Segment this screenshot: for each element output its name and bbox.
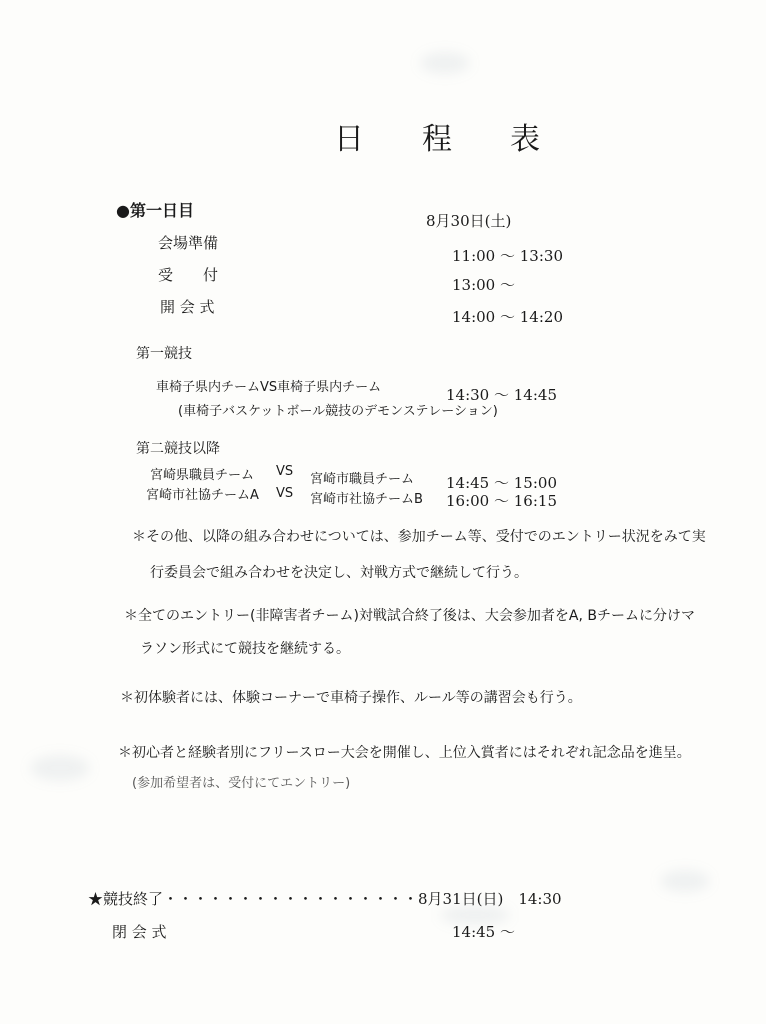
day1-date: 8月30日(土) [426, 212, 512, 230]
event-end-line: ★競技終了・・・・・・・・・・・・・・・・・8月31日(日) 14:30 [88, 890, 562, 908]
note-line: ＊初心者と経験者別にフリースロー大会を開催し、上位入賞者にはそれぞれ記念品を進呈。 [118, 745, 691, 761]
match-team-a: 宮崎市社協チームA [146, 488, 259, 503]
note-line: ラソン形式にて競技を継続する。 [140, 641, 350, 657]
note-line: (参加希望者は、受付にてエントリー) [132, 776, 351, 791]
note-line: ＊初体験者には、体験コーナーで車椅子操作、ルール等の講習会も行う。 [120, 690, 582, 706]
schedule-label: 会場準備 [158, 234, 219, 252]
schedule-label: 受 付 [158, 266, 219, 284]
match-team-a: 宮崎県職員チーム [150, 468, 255, 483]
closing-time: 14:45 ～ [452, 923, 515, 941]
day1-heading: ●第一日目 [116, 201, 194, 220]
event1-time: 14:30 ～ 14:45 [446, 386, 557, 404]
scan-smudge [30, 755, 90, 781]
match-vs: VS [276, 486, 294, 501]
event1-note: (車椅子バスケットボール競技のデモンステレーション) [178, 404, 498, 419]
closing-label: 閉 会 式 [112, 923, 167, 941]
schedule-time: 14:00 ～ 14:20 [452, 308, 563, 326]
match-time: 16:00 ～ 16:15 [446, 492, 557, 510]
scan-smudge [420, 52, 470, 74]
schedule-time: 11:00 ～ 13:30 [452, 247, 563, 265]
note-line: ＊全てのエントリー(非障害者チーム)対戦試合終了後は、大会参加者をA, Bチームに分けマ [124, 608, 696, 624]
note-line: ＊その他、以降の組み合わせについては、参加チーム等、受付でのエントリー状況をみて実 [132, 529, 706, 545]
match-vs: VS [276, 464, 294, 479]
note-line: 行委員会で組み合わせを決定し、対戦方式で継続して行う。 [150, 565, 528, 581]
match-team-b: 宮崎市社協チームB [310, 492, 423, 507]
event1-heading: 第一競技 [136, 346, 192, 362]
scan-smudge [660, 870, 710, 892]
event1-match: 車椅子県内チームVS車椅子県内チーム [156, 380, 382, 395]
match-team-b: 宮崎市職員チーム [310, 472, 415, 487]
schedule-label: 開 会 式 [160, 298, 215, 316]
schedule-time: 13:00 ～ [452, 276, 515, 294]
page-title: 日 程 表 [334, 122, 554, 157]
match-time: 14:45 ～ 15:00 [446, 474, 557, 492]
event2-heading: 第二競技以降 [136, 441, 220, 457]
